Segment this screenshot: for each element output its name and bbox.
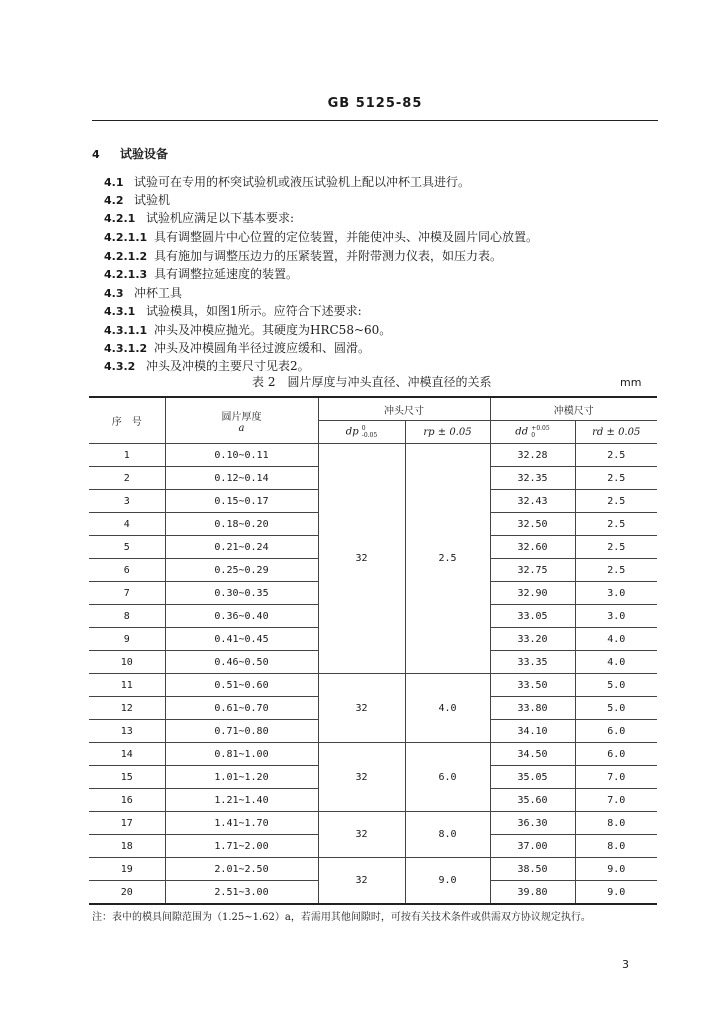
header-dd [490, 421, 575, 444]
header-dp [318, 421, 405, 444]
cell-index: 14 [89, 743, 165, 766]
cell-rd: 2.5 [575, 559, 657, 582]
section-text: 冲头及冲模的主要尺寸见表2。 [146, 359, 310, 373]
section-text: 试验模具，如图1所示。应符合下述要求: [146, 304, 362, 318]
cell-dp: 32 [318, 743, 405, 812]
section-text: 冲头及冲模圆角半径过渡应缓和、圆滑。 [154, 341, 371, 355]
cell-rp: 2.5 [405, 444, 490, 674]
section-line [92, 303, 362, 320]
table-row [89, 674, 657, 697]
cell-dd: 32.75 [490, 559, 575, 582]
section-number: 4.2.1 [104, 212, 136, 225]
cell-thickness: 0.36~0.40 [165, 605, 318, 628]
cell-dd: 33.80 [490, 697, 575, 720]
header-rd [575, 421, 657, 444]
header-rp [405, 421, 490, 444]
cell-index: 7 [89, 582, 165, 605]
cell-thickness: 1.21~1.40 [165, 789, 318, 812]
cell-index: 6 [89, 559, 165, 582]
cell-index: 16 [89, 789, 165, 812]
cell-rd: 3.0 [575, 582, 657, 605]
cell-thickness: 0.10~0.11 [165, 444, 318, 467]
section-text: 试验机 [134, 193, 171, 207]
cell-dd: 32.35 [490, 467, 575, 490]
table-row [89, 743, 657, 766]
section-number: 4.2.1.2 [104, 250, 148, 263]
cell-index: 3 [89, 490, 165, 513]
cell-dd: 32.50 [490, 513, 575, 536]
cell-rd: 2.5 [575, 444, 657, 467]
section-number: 4.3.2 [104, 360, 136, 373]
cell-rd: 2.5 [575, 513, 657, 536]
document-header: GB 5125-85 [92, 96, 658, 121]
cell-thickness: 0.21~0.24 [165, 536, 318, 559]
cell-index: 18 [89, 835, 165, 858]
cell-rd: 9.0 [575, 881, 657, 905]
header-punch: 冲头尺寸 [318, 397, 490, 421]
cell-rd: 4.0 [575, 651, 657, 674]
header-dp-tol-lower: -0.05 [361, 432, 378, 439]
section-number: 4.2 [104, 194, 124, 207]
cell-index: 15 [89, 766, 165, 789]
cell-thickness: 0.15~0.17 [165, 490, 318, 513]
cell-thickness: 0.41~0.45 [165, 628, 318, 651]
cell-dp: 32 [318, 674, 405, 743]
cell-dd: 35.60 [490, 789, 575, 812]
section-number: 4.2.1.3 [104, 268, 148, 281]
cell-thickness: 1.01~1.20 [165, 766, 318, 789]
section-number: 4.3 [104, 287, 124, 300]
cell-dd: 32.43 [490, 490, 575, 513]
cell-rd: 4.0 [575, 628, 657, 651]
cell-dd: 32.60 [490, 536, 575, 559]
cell-index: 2 [89, 467, 165, 490]
section-number: 4.3.1 [104, 305, 136, 318]
cell-dp: 32 [318, 812, 405, 858]
cell-rd: 8.0 [575, 812, 657, 835]
section-number: 4 [92, 148, 100, 161]
header-index: 序 号 [89, 397, 165, 444]
cell-dd: 32.28 [490, 444, 575, 467]
section-line [92, 266, 298, 283]
header-thickness-label: 圆片厚度 [221, 411, 262, 423]
cell-thickness: 0.71~0.80 [165, 720, 318, 743]
section-line [92, 192, 170, 209]
cell-rd: 3.0 [575, 605, 657, 628]
table-row [89, 444, 657, 467]
header-die: 冲模尺寸 [490, 397, 657, 421]
table-note: 注：表中的模具间隙范围为（1.25~1.62）a，若需用其他间隙时，可按有关技术条件或供需双方协议规定执行。 [92, 912, 591, 923]
header-rp-label: rp ± 0.05 [423, 426, 472, 438]
header-dd-tol-upper: +0.05 [531, 425, 550, 432]
cell-rd: 6.0 [575, 720, 657, 743]
section-text: 试验设备 [120, 147, 169, 161]
cell-thickness: 0.51~0.60 [165, 674, 318, 697]
section-text: 冲头及冲模应抛光。其硬度为HRC58~60。 [154, 323, 392, 337]
header-dd-tol-lower: 0 [531, 432, 536, 439]
header-dp-symbol: dp [345, 426, 359, 438]
cell-rp: 4.0 [405, 674, 490, 743]
header-thickness-symbol: a [238, 422, 245, 434]
cell-thickness: 2.51~3.00 [165, 881, 318, 905]
cell-index: 12 [89, 697, 165, 720]
cell-index: 1 [89, 444, 165, 467]
cell-thickness: 0.25~0.29 [165, 559, 318, 582]
section-text: 试验机应满足以下基本要求: [146, 211, 295, 225]
section-text: 具有施加与调整压边力的压紧装置，并附带测力仪表，如压力表。 [154, 249, 503, 263]
cell-dd: 37.00 [490, 835, 575, 858]
cell-dd: 33.35 [490, 651, 575, 674]
table-row [89, 858, 657, 881]
section-line [92, 146, 168, 163]
section-number: 4.2.1.1 [104, 231, 148, 244]
section-line [92, 285, 182, 302]
cell-rd: 8.0 [575, 835, 657, 858]
cell-rd: 9.0 [575, 858, 657, 881]
cell-index: 10 [89, 651, 165, 674]
cell-index: 17 [89, 812, 165, 835]
cell-rp: 8.0 [405, 812, 490, 858]
cell-dd: 32.90 [490, 582, 575, 605]
cell-dd: 35.05 [490, 766, 575, 789]
page-number: 3 [622, 958, 629, 971]
dimension-table [89, 396, 657, 905]
cell-index: 19 [89, 858, 165, 881]
header-thickness [165, 397, 318, 444]
cell-dd: 38.50 [490, 858, 575, 881]
cell-thickness: 0.12~0.14 [165, 467, 318, 490]
section-line [92, 322, 391, 339]
table-unit: mm [620, 376, 642, 389]
cell-index: 20 [89, 881, 165, 905]
cell-rd: 5.0 [575, 697, 657, 720]
cell-index: 13 [89, 720, 165, 743]
cell-index: 5 [89, 536, 165, 559]
table-row [89, 812, 657, 835]
cell-dp: 32 [318, 858, 405, 905]
cell-dd: 34.10 [490, 720, 575, 743]
section-line [92, 174, 470, 191]
section-line [92, 210, 294, 227]
section-line [92, 340, 370, 357]
cell-rp: 6.0 [405, 743, 490, 812]
cell-rp: 9.0 [405, 858, 490, 905]
cell-index: 9 [89, 628, 165, 651]
cell-thickness: 0.46~0.50 [165, 651, 318, 674]
table-caption: 表 2 圆片厚度与冲头直径、冲模直径的关系 [252, 375, 492, 389]
cell-rd: 2.5 [575, 490, 657, 513]
cell-rd: 2.5 [575, 536, 657, 559]
cell-index: 11 [89, 674, 165, 697]
section-number: 4.3.1.1 [104, 324, 148, 337]
cell-rd: 2.5 [575, 467, 657, 490]
cell-rd: 7.0 [575, 766, 657, 789]
cell-dd: 34.50 [490, 743, 575, 766]
section-line [92, 229, 538, 246]
section-text: 具有调整圆片中心位置的定位装置，并能使冲头、冲模及圆片同心放置。 [154, 230, 539, 244]
cell-dp: 32 [318, 444, 405, 674]
cell-rd: 5.0 [575, 674, 657, 697]
cell-index: 4 [89, 513, 165, 536]
cell-index: 8 [89, 605, 165, 628]
cell-dd: 33.50 [490, 674, 575, 697]
cell-thickness: 1.41~1.70 [165, 812, 318, 835]
section-text: 具有调整拉延速度的装置。 [154, 267, 299, 281]
section-line [92, 248, 502, 265]
cell-dd: 39.80 [490, 881, 575, 905]
cell-rd: 7.0 [575, 789, 657, 812]
cell-thickness: 0.81~1.00 [165, 743, 318, 766]
section-number: 4.3.1.2 [104, 342, 148, 355]
cell-thickness: 1.71~2.00 [165, 835, 318, 858]
cell-thickness: 0.30~0.35 [165, 582, 318, 605]
section-number: 4.1 [104, 176, 124, 189]
cell-thickness: 0.18~0.20 [165, 513, 318, 536]
section-text: 试验可在专用的杯突试验机或液压试验机上配以冲杯工具进行。 [134, 175, 471, 189]
cell-dd: 33.20 [490, 628, 575, 651]
cell-thickness: 2.01~2.50 [165, 858, 318, 881]
cell-dd: 33.05 [490, 605, 575, 628]
header-dd-symbol: dd [515, 426, 529, 438]
header-dp-tol-upper: 0 [361, 425, 366, 432]
cell-dd: 36.30 [490, 812, 575, 835]
cell-rd: 6.0 [575, 743, 657, 766]
header-rd-label: rd ± 0.05 [592, 426, 641, 438]
cell-thickness: 0.61~0.70 [165, 697, 318, 720]
section-text: 冲杯工具 [134, 286, 183, 300]
